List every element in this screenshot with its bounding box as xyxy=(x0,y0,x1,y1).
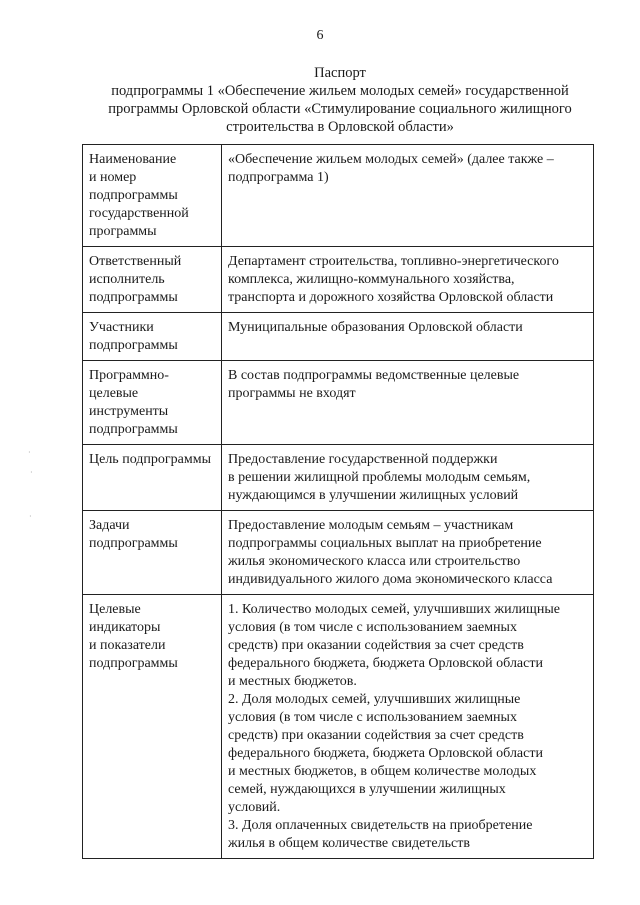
scan-speck: · xyxy=(30,468,33,477)
row-label-line: индикаторы xyxy=(89,620,161,635)
row-value-line: условия (в том числе с использованием заемных xyxy=(228,710,517,725)
row-label-cell xyxy=(83,361,222,445)
passport-row xyxy=(83,247,594,313)
row-value-line: в решении жилищной проблемы молодым семьям, xyxy=(228,470,531,485)
row-label-line: подпрограммы xyxy=(89,188,178,203)
row-value-cell xyxy=(222,445,594,511)
scan-speck: · xyxy=(29,512,32,521)
row-label-line: Ответственный xyxy=(89,254,182,269)
row-value-line: В состав подпрограммы ведомственные целевые xyxy=(228,368,520,383)
row-label-line: и номер xyxy=(89,170,137,185)
row-value-line: средств) при оказании содействия за счет средств xyxy=(228,638,524,653)
row-value-cell xyxy=(222,595,594,859)
row-label-line: Цель подпрограммы xyxy=(89,452,211,467)
row-label-line: подпрограммы xyxy=(89,422,178,437)
row-value-line: индивидуального жилого дома экономического класса xyxy=(228,572,553,587)
row-label-line: подпрограммы xyxy=(89,338,178,353)
row-value-line: комплекса, жилищно-коммунального хозяйства, xyxy=(228,272,515,287)
row-value-line: Департамент строительства, топливно-энергетического xyxy=(228,254,559,269)
row-value-line: 1. Количество молодых семей, улучшивших жилищные xyxy=(228,602,560,617)
row-label-line: подпрограммы xyxy=(89,656,178,671)
row-value-line: федерального бюджета, бюджета Орловской области xyxy=(228,746,543,761)
passport-row xyxy=(83,361,594,445)
passport-row xyxy=(83,445,594,511)
row-label-cell xyxy=(83,247,222,313)
row-value-line: и местных бюджетов, в общем количестве молодых xyxy=(228,764,537,779)
row-value-line: 3. Доля оплаченных свидетельств на приобретение xyxy=(228,818,533,833)
row-value-cell xyxy=(222,247,594,313)
row-value-line: подпрограмма 1) xyxy=(228,170,329,185)
heading-line: подпрограммы 1 «Обеспечение жильем молодых семей» государственной xyxy=(111,83,569,99)
heading-line: строительства в Орловской области» xyxy=(226,119,454,135)
row-label-cell xyxy=(83,445,222,511)
row-label-cell xyxy=(83,145,222,247)
row-value-cell xyxy=(222,361,594,445)
heading-line: программы Орловской области «Стимулирование социального жилищного xyxy=(108,101,572,117)
row-value-line: жилья в общем количестве свидетельств xyxy=(228,836,470,851)
row-label-line: государственной xyxy=(89,206,189,221)
row-value-line: 2. Доля молодых семей, улучшивших жилищные xyxy=(228,692,521,707)
row-value-line: федерального бюджета, бюджета Орловской области xyxy=(228,656,543,671)
row-value-line: транспорта и дорожного хозяйства Орловской области xyxy=(228,290,554,305)
row-label-line: Целевые xyxy=(89,602,141,617)
row-label-line: Наименование xyxy=(89,152,177,167)
row-value-line: Предоставление государственной поддержки xyxy=(228,452,498,467)
passport-row xyxy=(83,511,594,595)
row-value-line: условий. xyxy=(228,800,281,815)
row-value-line: «Обеспечение жильем молодых семей» (далее также – xyxy=(228,152,554,167)
row-label-line: подпрограммы xyxy=(89,290,178,305)
row-value-line: условия (в том числе с использованием заемных xyxy=(228,620,517,635)
row-value-cell xyxy=(222,511,594,595)
row-value-line: жилья экономического класса или строительство xyxy=(228,554,521,569)
row-label-cell xyxy=(83,595,222,859)
passport-table xyxy=(82,144,594,859)
row-label-line: инструменты xyxy=(89,404,169,419)
row-value-line: программы не входят xyxy=(228,386,356,401)
scan-speck: · xyxy=(28,448,31,457)
row-value-line: подпрограммы социальных выплат на приобретение xyxy=(228,536,542,551)
row-label-line: исполнитель xyxy=(89,272,165,287)
row-label-cell xyxy=(83,511,222,595)
document-heading xyxy=(90,64,590,136)
row-label-line: целевые xyxy=(89,386,139,401)
passport-table-body xyxy=(83,145,594,859)
row-value-line: и местных бюджетов. xyxy=(228,674,357,689)
row-value-line: Предоставление молодым семьям – участникам xyxy=(228,518,514,533)
row-label-line: Участники xyxy=(89,320,154,335)
row-value-cell xyxy=(222,145,594,247)
passport-row xyxy=(83,145,594,247)
heading-title: Паспорт xyxy=(314,65,366,81)
row-value-line: семей, нуждающихся в улучшении жилищных xyxy=(228,782,506,797)
row-label-line: Задачи xyxy=(89,518,130,533)
row-value-line: Муниципальные образования Орловской области xyxy=(228,320,523,335)
row-label-cell xyxy=(83,313,222,361)
row-label-line: Программно- xyxy=(89,368,169,383)
row-label-line: программы xyxy=(89,224,157,239)
row-label-line: подпрограммы xyxy=(89,536,178,551)
row-value-cell xyxy=(222,313,594,361)
passport-row xyxy=(83,313,594,361)
row-label-line: и показатели xyxy=(89,638,166,653)
passport-row xyxy=(83,595,594,859)
row-value-line: средств) при оказании содействия за счет средств xyxy=(228,728,524,743)
page-number: 6 xyxy=(316,28,324,43)
row-value-line: нуждающимся в улучшении жилищных условий xyxy=(228,488,519,503)
